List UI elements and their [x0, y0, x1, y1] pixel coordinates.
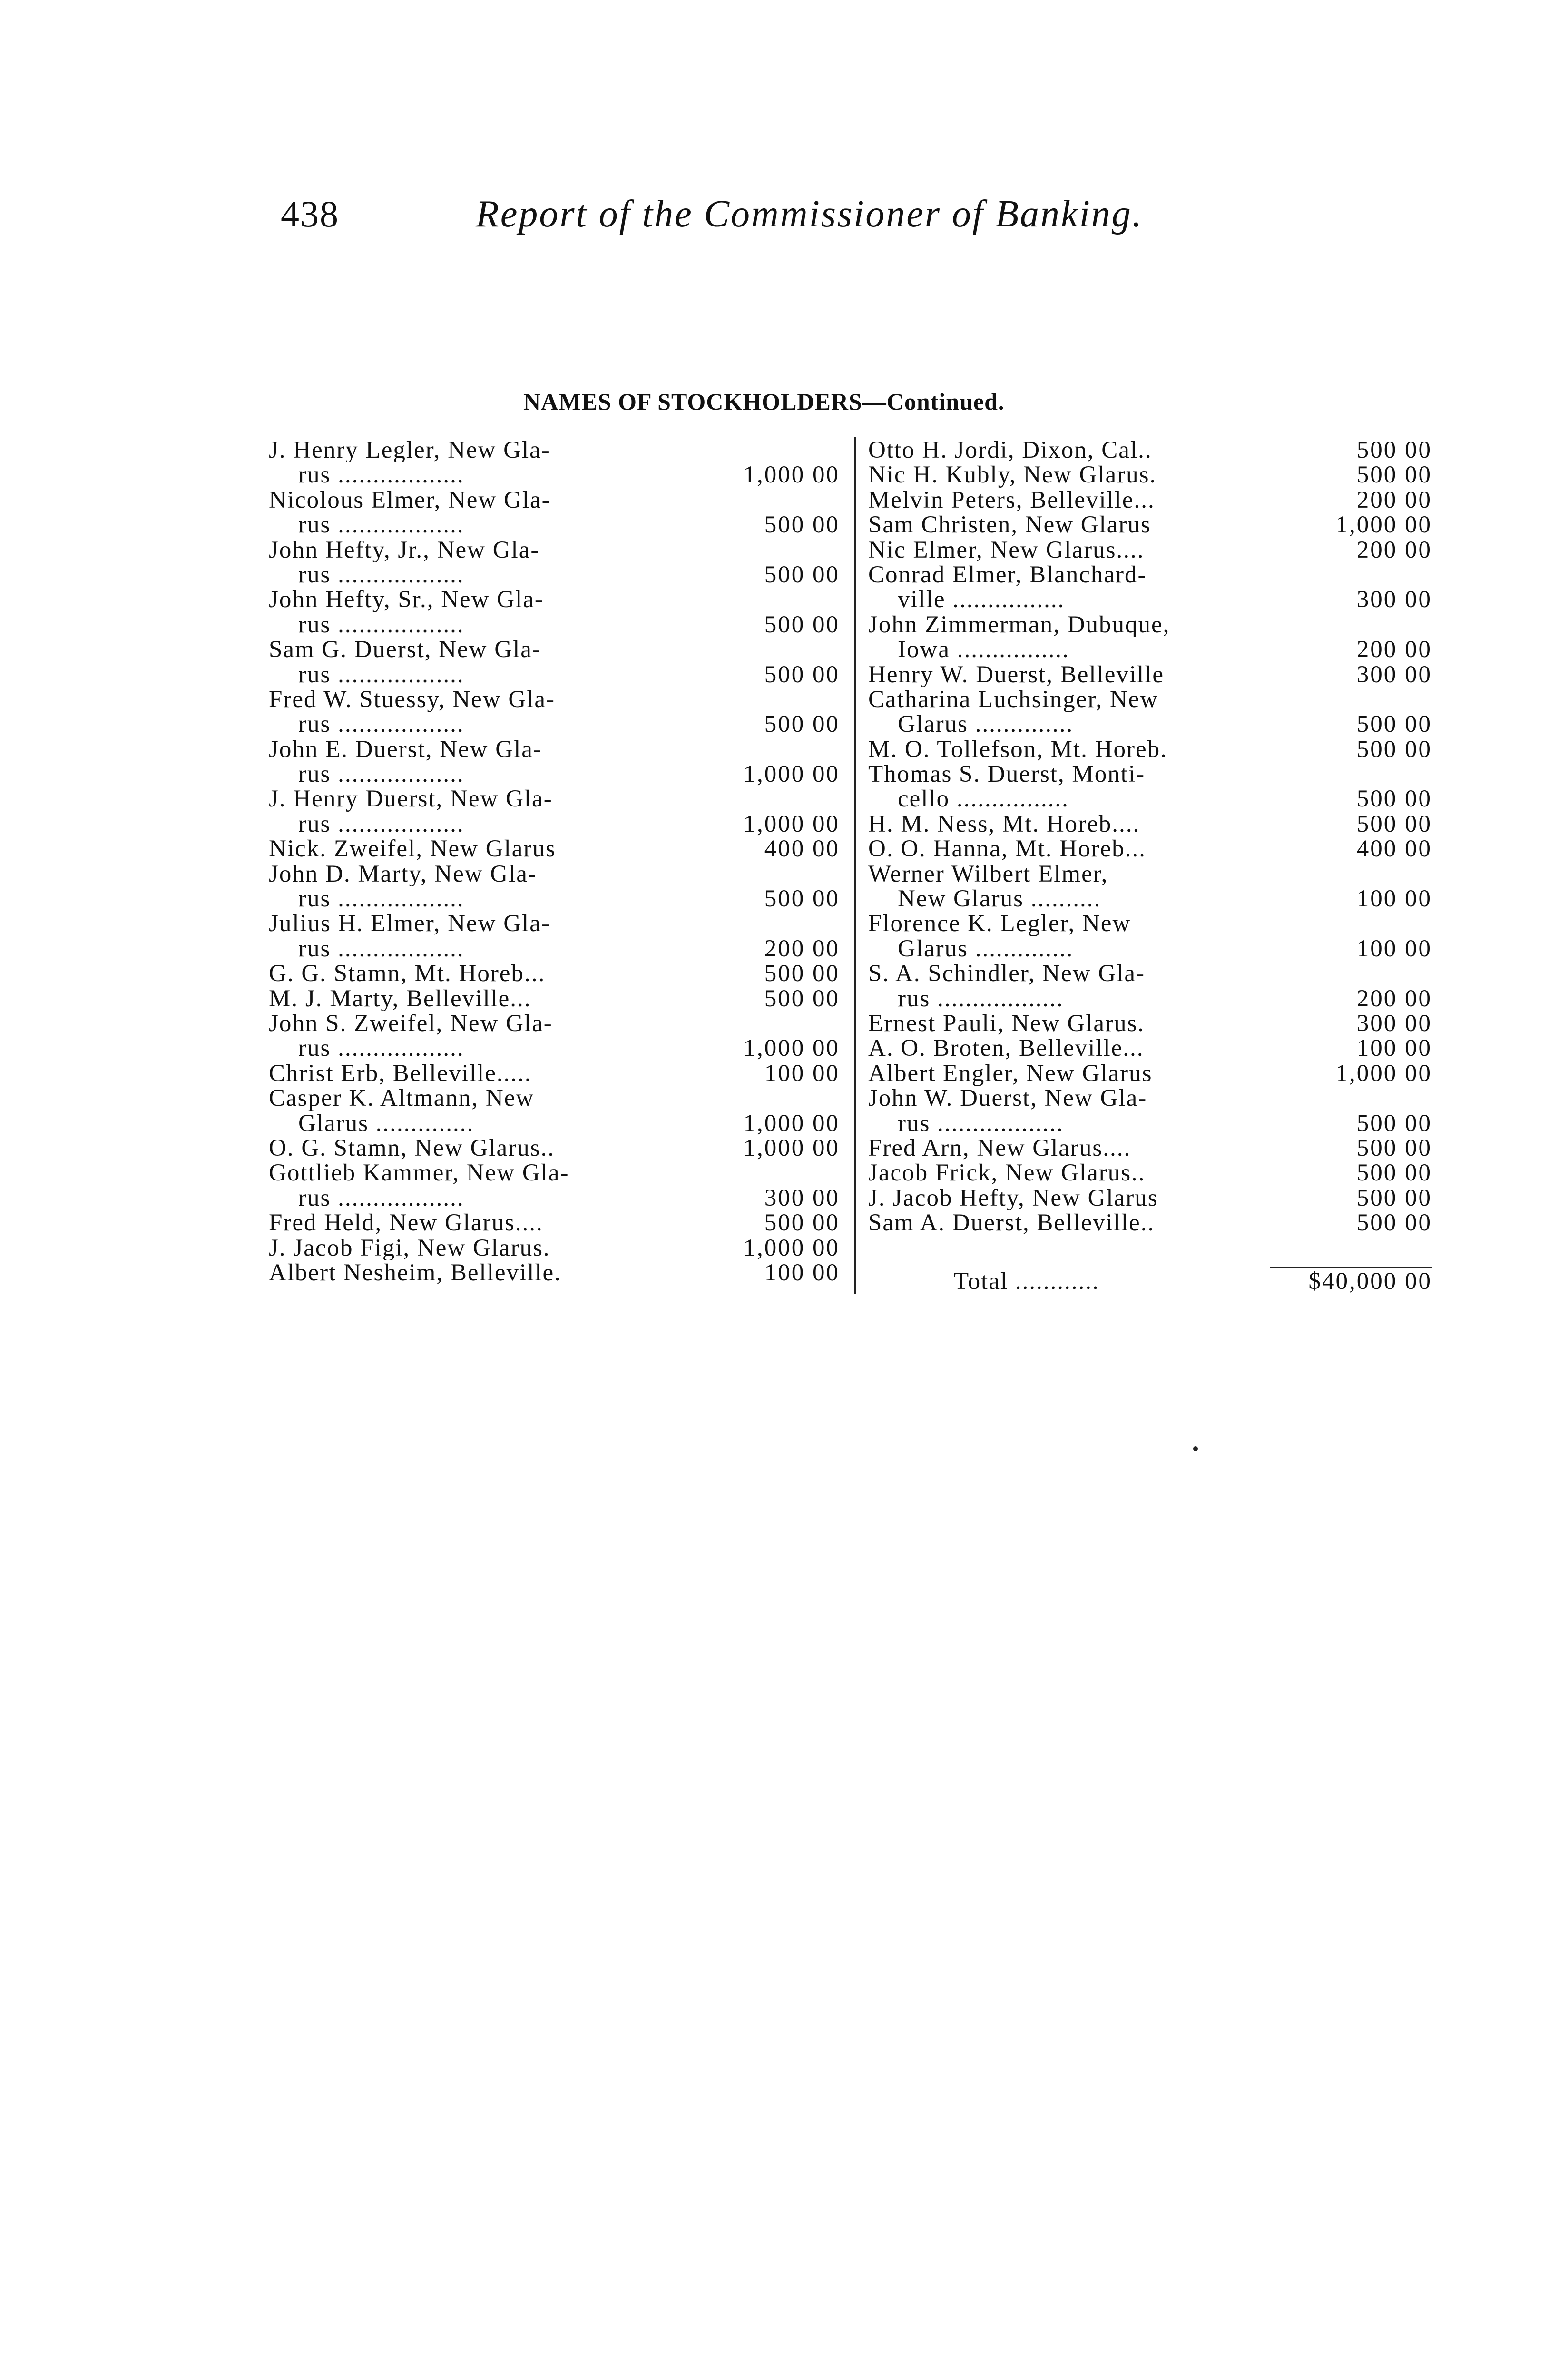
stockholder-amount: 200 00 [1356, 636, 1432, 663]
stockholder-name: Conrad Elmer, Blanchard- [868, 562, 1147, 588]
stockholder-line [868, 562, 1446, 587]
stockholder-name: Thomas S. Duerst, Monti- [868, 762, 1146, 787]
stockholder-line [269, 687, 840, 712]
stockholder-name: Albert Nesheim, Belleville. [269, 1260, 561, 1286]
stockholder-amount: 500 00 [1356, 711, 1432, 738]
stockholder-amount: 500 00 [764, 561, 840, 588]
stockholder-name: rus .................. [298, 712, 464, 737]
stockholder-line [868, 488, 1446, 512]
stockholder-amount: 400 00 [764, 836, 840, 863]
stockholder-line [868, 612, 1446, 637]
stockholder-name: A. O. Broten, Belleville... [868, 1036, 1144, 1061]
stockholder-line [868, 687, 1446, 712]
stockholder-amount: 500 00 [1356, 462, 1432, 489]
stockholder-name: M. J. Marty, Belleville... [269, 986, 531, 1011]
stockholder-name: John Hefty, Sr., New Gla- [269, 587, 544, 612]
stockholder-line [269, 538, 840, 562]
stockholder-line [269, 812, 840, 836]
stockholder-line [269, 836, 840, 861]
stockholder-line [269, 961, 840, 986]
stockholder-name: Nick. Zweifel, New Glarus [269, 836, 556, 862]
stockholder-amount: 1,000 00 [743, 1234, 840, 1261]
stockholder-line [269, 662, 840, 687]
stockholder-name: O. O. Hanna, Mt. Horeb... [868, 836, 1146, 862]
stockholder-name: New Glarus .......... [898, 886, 1101, 912]
stockholder-amount: 400 00 [1356, 836, 1432, 863]
stockholder-amount: 300 00 [1356, 1010, 1432, 1037]
stockholder-line [269, 612, 840, 637]
stockholder-amount: 1,000 00 [743, 1110, 840, 1137]
stockholder-amount: 500 00 [764, 661, 840, 688]
stockholder-amount: 200 00 [764, 935, 840, 962]
stockholder-line [269, 737, 840, 762]
stockholder-line [868, 1061, 1446, 1086]
stockholder-name: Gottlieb Kammer, New Gla- [269, 1160, 569, 1186]
stockholder-line [269, 1186, 840, 1210]
stockholder-line [868, 1036, 1446, 1061]
stockholder-line [868, 712, 1446, 737]
stockholder-name: Sam A. Duerst, Belleville.. [868, 1210, 1155, 1236]
stockholder-name: John Hefty, Jr., New Gla- [269, 537, 540, 562]
stockholder-line [868, 1086, 1446, 1111]
stockholder-name: John E. Duerst, New Gla- [269, 737, 542, 762]
total-label: Total ............ [954, 1268, 1099, 1295]
stockholder-line [269, 562, 840, 587]
stockholder-name: H. M. Ness, Mt. Horeb.... [868, 811, 1140, 837]
stockholder-name: ville ................ [898, 587, 1065, 612]
stockholder-line [269, 1260, 840, 1285]
stockholder-name: M. O. Tollefson, Mt. Horeb. [868, 737, 1167, 762]
stockholder-name: Nic H. Kubly, New Glarus. [868, 462, 1157, 488]
stockholder-name: rus .................. [298, 1185, 464, 1211]
stockholder-line [269, 936, 840, 961]
stockholder-name: rus .................. [298, 811, 464, 837]
stockholder-amount: 500 00 [1356, 1110, 1432, 1137]
stockholder-name: rus .................. [898, 1111, 1064, 1136]
stockholder-line [868, 1011, 1446, 1036]
stockholder-name: John W. Duerst, New Gla- [868, 1086, 1147, 1111]
column-divider [854, 437, 856, 1294]
page-header [281, 193, 1256, 250]
stockholder-amount: 200 00 [1356, 536, 1432, 563]
stockholder-name: rus .................. [298, 762, 464, 787]
stockholder-amount: 300 00 [1356, 661, 1432, 688]
stockholder-amount: 1,000 00 [1335, 1060, 1432, 1087]
stockholders-left-column [269, 438, 840, 1285]
stockholder-line [269, 512, 840, 537]
stockholder-name: S. A. Schindler, New Gla- [868, 961, 1145, 986]
stockholder-name: Sam G. Duerst, New Gla- [269, 637, 541, 662]
stockholder-name: rus .................. [298, 562, 464, 588]
stockholder-line [868, 1136, 1446, 1160]
stockholder-name: Glarus .............. [298, 1111, 474, 1136]
stockholder-line [269, 462, 840, 487]
stockholder-line [868, 1111, 1446, 1136]
stockholder-line [269, 488, 840, 512]
stockholder-name: rus .................. [298, 612, 464, 638]
stockholder-line [868, 538, 1446, 562]
stockholder-amount: 1,000 00 [743, 1134, 840, 1161]
stockholder-name: rus .................. [298, 1036, 464, 1061]
stockholder-name: Nicolous Elmer, New Gla- [269, 487, 551, 513]
stockholder-name: Fred Held, New Glarus.... [269, 1210, 543, 1236]
stockholder-line [269, 1160, 840, 1185]
stockholder-name: Fred Arn, New Glarus.... [868, 1135, 1131, 1161]
stockholder-name: rus .................. [898, 986, 1064, 1011]
stockholder-name: rus .................. [298, 462, 464, 488]
stockholder-name: rus .................. [298, 512, 464, 538]
stockholder-amount: 200 00 [1356, 486, 1432, 513]
stockholder-line [269, 1136, 840, 1160]
stockholder-line [868, 961, 1446, 986]
stockholder-line [269, 762, 840, 786]
stockholder-line [868, 812, 1446, 836]
stockholder-line [868, 911, 1446, 936]
stockholder-amount: 500 00 [764, 511, 840, 539]
stockholder-line [269, 1011, 840, 1036]
stockholder-name: Ernest Pauli, New Glarus. [868, 1011, 1145, 1036]
stockholder-amount: 500 00 [1356, 786, 1432, 813]
stockholder-line [868, 737, 1446, 762]
stockholder-amount: 1,000 00 [743, 1035, 840, 1062]
stockholder-name: Catharina Luchsinger, New [868, 687, 1159, 712]
section-heading: NAMES OF STOCKHOLDERS—Continued. [523, 388, 1005, 415]
stockholder-name: Nic Elmer, New Glarus.... [868, 537, 1145, 562]
stockholder-name: J. Jacob Figi, New Glarus. [269, 1235, 550, 1260]
stockholder-amount: 500 00 [1356, 810, 1432, 837]
ink-speck [1193, 1446, 1198, 1451]
stockholder-line [269, 637, 840, 662]
stockholder-name: Jacob Frick, New Glarus.. [868, 1160, 1146, 1186]
stockholder-line [868, 1186, 1446, 1210]
stockholder-name: John Zimmerman, Dubuque, [868, 612, 1170, 638]
stockholder-line [269, 1236, 840, 1260]
stockholder-line [269, 712, 840, 737]
stockholder-line [269, 587, 840, 612]
stockholder-name: Melvin Peters, Belleville... [868, 487, 1155, 513]
stockholder-line [269, 886, 840, 911]
stockholder-name: Sam Christen, New Glarus [868, 512, 1151, 538]
stockholder-line [868, 637, 1446, 662]
stockholder-line [868, 438, 1446, 462]
total-amount: $40,000 00 [1308, 1268, 1432, 1295]
stockholder-amount: 1,000 00 [743, 761, 840, 788]
stockholder-name: Henry W. Duerst, Belleville [868, 662, 1164, 687]
stockholder-line [868, 936, 1446, 961]
stockholder-amount: 500 00 [764, 711, 840, 738]
stockholder-line [868, 662, 1446, 687]
stockholder-name: Otto H. Jordi, Dixon, Cal.. [868, 438, 1152, 463]
stockholder-line [868, 762, 1446, 786]
stockholder-amount: 500 00 [1356, 736, 1432, 763]
stockholder-amount: 500 00 [1356, 1134, 1432, 1161]
stockholder-line [868, 512, 1446, 537]
stockholder-amount: 300 00 [764, 1184, 840, 1211]
stockholder-amount: 500 00 [1356, 1209, 1432, 1237]
stockholder-line [269, 1086, 840, 1111]
stockholder-name: rus .................. [298, 936, 464, 962]
stockholder-name: Albert Engler, New Glarus [868, 1061, 1153, 1086]
stockholders-right-column [868, 438, 1446, 1236]
stockholder-line [269, 862, 840, 886]
stockholder-line [868, 1210, 1446, 1235]
stockholder-name: J. Jacob Hefty, New Glarus [868, 1185, 1158, 1211]
stockholder-line [868, 462, 1446, 487]
stockholder-line [269, 1061, 840, 1086]
stockholder-line [269, 911, 840, 936]
stockholder-name: Glarus .............. [898, 936, 1074, 962]
stockholder-name: J. Henry Legler, New Gla- [269, 438, 550, 463]
stockholder-amount: 100 00 [764, 1259, 840, 1286]
stockholder-amount: 1,000 00 [1335, 511, 1432, 539]
total-row [868, 1268, 1446, 1295]
stockholder-name: Iowa ................ [898, 637, 1069, 662]
stockholder-name: J. Henry Duerst, New Gla- [269, 786, 553, 812]
stockholder-amount: 500 00 [1356, 1184, 1432, 1211]
stockholder-amount: 300 00 [1356, 586, 1432, 613]
stockholder-name: Julius H. Elmer, New Gla- [269, 911, 550, 936]
stockholder-name: rus .................. [298, 662, 464, 687]
stockholder-line [868, 587, 1446, 612]
stockholder-name: Casper K. Altmann, New [269, 1086, 535, 1111]
stockholder-name: Glarus .............. [898, 712, 1074, 737]
stockholder-amount: 500 00 [764, 885, 840, 913]
stockholder-line [868, 986, 1446, 1011]
stockholder-amount: 100 00 [1356, 885, 1432, 913]
stockholder-line [269, 986, 840, 1011]
stockholder-line [269, 1210, 840, 1235]
stockholder-amount: 500 00 [764, 611, 840, 638]
stockholder-name: cello ................ [898, 786, 1069, 812]
stockholder-line [269, 1111, 840, 1136]
stockholder-name: Werner Wilbert Elmer, [868, 861, 1108, 887]
stockholder-line [868, 862, 1446, 886]
stockholder-amount: 500 00 [764, 1209, 840, 1237]
stockholder-name: John S. Zweifel, New Gla- [269, 1011, 553, 1036]
stockholder-line [269, 786, 840, 811]
stockholder-amount: 500 00 [764, 985, 840, 1012]
page-number: 438 [281, 193, 339, 235]
stockholder-amount: 1,000 00 [743, 810, 840, 837]
stockholder-line [868, 836, 1446, 861]
stockholder-amount: 1,000 00 [743, 462, 840, 489]
stockholder-name: Florence K. Legler, New [868, 911, 1131, 936]
stockholder-amount: 500 00 [1356, 437, 1432, 463]
stockholder-name: Christ Erb, Belleville..... [269, 1061, 532, 1086]
stockholder-name: John D. Marty, New Gla- [269, 861, 537, 887]
stockholder-amount: 100 00 [1356, 1035, 1432, 1062]
stockholder-line [269, 438, 840, 462]
stockholder-line [868, 1160, 1446, 1185]
running-title: Report of the Commissioner of Banking. [476, 193, 1143, 235]
stockholder-name: Fred W. Stuessy, New Gla- [269, 687, 555, 712]
stockholder-amount: 200 00 [1356, 985, 1432, 1012]
stockholder-amount: 100 00 [764, 1060, 840, 1087]
stockholder-name: rus .................. [298, 886, 464, 912]
stockholder-name: G. G. Stamn, Mt. Horeb... [269, 961, 546, 986]
stockholder-line [868, 786, 1446, 811]
stockholder-amount: 500 00 [764, 960, 840, 987]
stockholder-line [269, 1036, 840, 1061]
stockholder-line [868, 886, 1446, 911]
stockholder-name: O. G. Stamn, New Glarus.. [269, 1135, 555, 1161]
stockholder-amount: 500 00 [1356, 1160, 1432, 1187]
stockholder-amount: 100 00 [1356, 935, 1432, 962]
